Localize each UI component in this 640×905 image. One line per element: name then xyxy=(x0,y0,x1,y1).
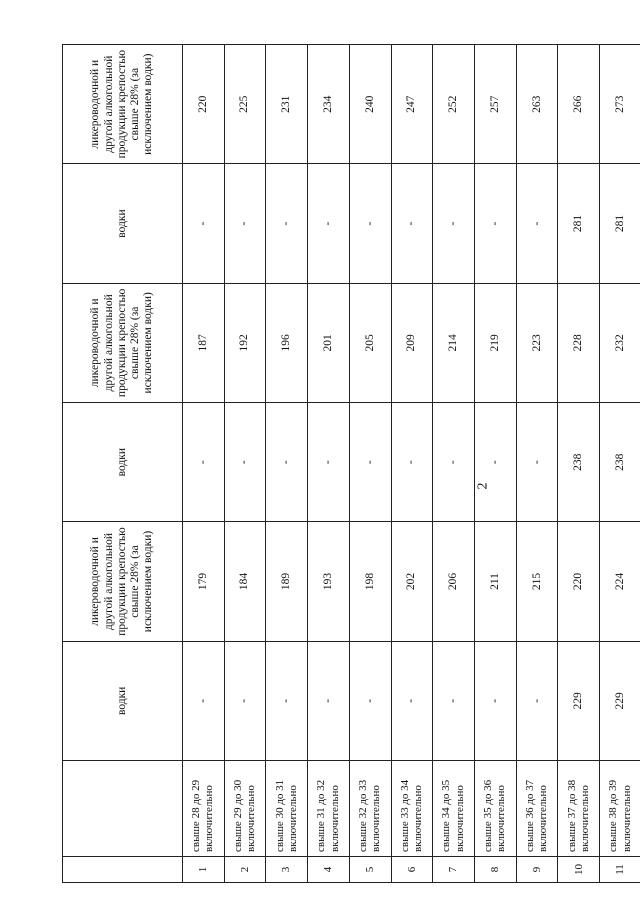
cell: 223 xyxy=(516,283,558,402)
page-number: 2 xyxy=(475,482,491,490)
cell: 209 xyxy=(391,283,433,402)
row-label: свыше 38 до 39 включительно xyxy=(600,761,640,857)
row-num: 5 xyxy=(349,857,391,883)
cell: 247 xyxy=(391,45,433,164)
cell: - xyxy=(266,403,308,522)
cell: 229 xyxy=(558,641,600,760)
cell: - xyxy=(224,641,266,760)
cell: 198 xyxy=(349,522,391,641)
cell: - xyxy=(475,403,517,522)
cell: - xyxy=(183,164,225,283)
table-row xyxy=(349,45,391,883)
row-label: свыше 34 до 35 включительно xyxy=(433,761,475,857)
header-liquor-3: ликероводочной и другой алкогольной продукции крепостью свыше 28% (за исключением водки) xyxy=(63,45,183,164)
row-label: свыше 31 до 32 включительно xyxy=(308,761,350,857)
header-liquor-2: ликероводочной и другой алкогольной продукции крепостью свыше 28% (за исключением водки) xyxy=(63,283,183,402)
cell: 225 xyxy=(224,45,266,164)
cell: - xyxy=(516,403,558,522)
row-label: свыше 30 до 31 включительно xyxy=(266,761,308,857)
cell: 214 xyxy=(433,283,475,402)
row-label: свыше 32 до 33 включительно xyxy=(349,761,391,857)
cell: 205 xyxy=(349,283,391,402)
row-num: 7 xyxy=(433,857,475,883)
cell: 273 xyxy=(600,45,640,164)
cell: - xyxy=(266,641,308,760)
cell: - xyxy=(224,164,266,283)
row-num: 11 xyxy=(600,857,640,883)
cell: 238 xyxy=(600,403,640,522)
cell: 232 xyxy=(600,283,640,402)
row-label: свыше 28 до 29 включительно xyxy=(183,761,225,857)
cell: 229 xyxy=(600,641,640,760)
row-num: 10 xyxy=(558,857,600,883)
table-row xyxy=(224,45,266,883)
table-row xyxy=(183,45,225,883)
cell: 184 xyxy=(224,522,266,641)
row-num: 4 xyxy=(308,857,350,883)
cell: - xyxy=(391,403,433,522)
cell: 240 xyxy=(349,45,391,164)
table-row xyxy=(266,45,308,883)
cell: - xyxy=(433,641,475,760)
row-label: свыше 29 до 30 включительно xyxy=(224,761,266,857)
header-vodki-2: водки xyxy=(63,403,183,522)
row-num: 1 xyxy=(183,857,225,883)
cell: - xyxy=(475,164,517,283)
cell: 196 xyxy=(266,283,308,402)
price-table xyxy=(62,44,640,883)
row-num: 2 xyxy=(224,857,266,883)
cell: 211 xyxy=(475,522,517,641)
cell: 252 xyxy=(433,45,475,164)
table-header-row xyxy=(63,45,183,883)
row-label: свыше 35 до 36 включительно xyxy=(475,761,517,857)
header-liquor-1: ликероводочной и другой алкогольной продукции крепостью свыше 28% (за исключением водки) xyxy=(63,522,183,641)
price-table-rotated xyxy=(62,44,640,883)
row-num: 6 xyxy=(391,857,433,883)
table-row xyxy=(308,45,350,883)
cell: 219 xyxy=(475,283,517,402)
cell: - xyxy=(224,403,266,522)
cell: 192 xyxy=(224,283,266,402)
cell: 224 xyxy=(600,522,640,641)
cell: 179 xyxy=(183,522,225,641)
row-label: свыше 33 до 34 включительно xyxy=(391,761,433,857)
table-row xyxy=(600,45,640,883)
cell: 231 xyxy=(266,45,308,164)
cell: 187 xyxy=(183,283,225,402)
cell: 238 xyxy=(558,403,600,522)
row-label: свыше 37 до 38 включительно xyxy=(558,761,600,857)
header-empty-num xyxy=(63,857,183,883)
header-empty-label xyxy=(63,761,183,857)
header-vodki-3: водки xyxy=(63,164,183,283)
cell: 281 xyxy=(600,164,640,283)
header-vodki-1: водки xyxy=(63,641,183,760)
cell: 201 xyxy=(308,283,350,402)
table-row xyxy=(391,45,433,883)
row-num: 9 xyxy=(516,857,558,883)
cell: 266 xyxy=(558,45,600,164)
table-row xyxy=(475,45,517,883)
cell: - xyxy=(516,164,558,283)
cell: - xyxy=(266,164,308,283)
cell: - xyxy=(391,164,433,283)
cell: - xyxy=(475,641,517,760)
cell: - xyxy=(391,641,433,760)
cell: 257 xyxy=(475,45,517,164)
cell: 215 xyxy=(516,522,558,641)
cell: 263 xyxy=(516,45,558,164)
cell: - xyxy=(308,641,350,760)
row-label: свыше 36 до 37 включительно xyxy=(516,761,558,857)
cell: 220 xyxy=(558,522,600,641)
table-row xyxy=(558,45,600,883)
cell: 206 xyxy=(433,522,475,641)
cell: - xyxy=(433,164,475,283)
cell: - xyxy=(308,403,350,522)
table-row xyxy=(516,45,558,883)
cell: 281 xyxy=(558,164,600,283)
cell: 234 xyxy=(308,45,350,164)
cell: - xyxy=(433,403,475,522)
cell: - xyxy=(349,641,391,760)
cell: 189 xyxy=(266,522,308,641)
cell: - xyxy=(183,403,225,522)
price-table-container xyxy=(62,44,633,883)
cell: 220 xyxy=(183,45,225,164)
cell: - xyxy=(349,164,391,283)
row-num: 8 xyxy=(475,857,517,883)
cell: - xyxy=(349,403,391,522)
row-num: 3 xyxy=(266,857,308,883)
cell: - xyxy=(308,164,350,283)
cell: - xyxy=(183,641,225,760)
cell: 228 xyxy=(558,283,600,402)
cell: - xyxy=(516,641,558,760)
cell: 202 xyxy=(391,522,433,641)
table-row xyxy=(433,45,475,883)
cell: 193 xyxy=(308,522,350,641)
